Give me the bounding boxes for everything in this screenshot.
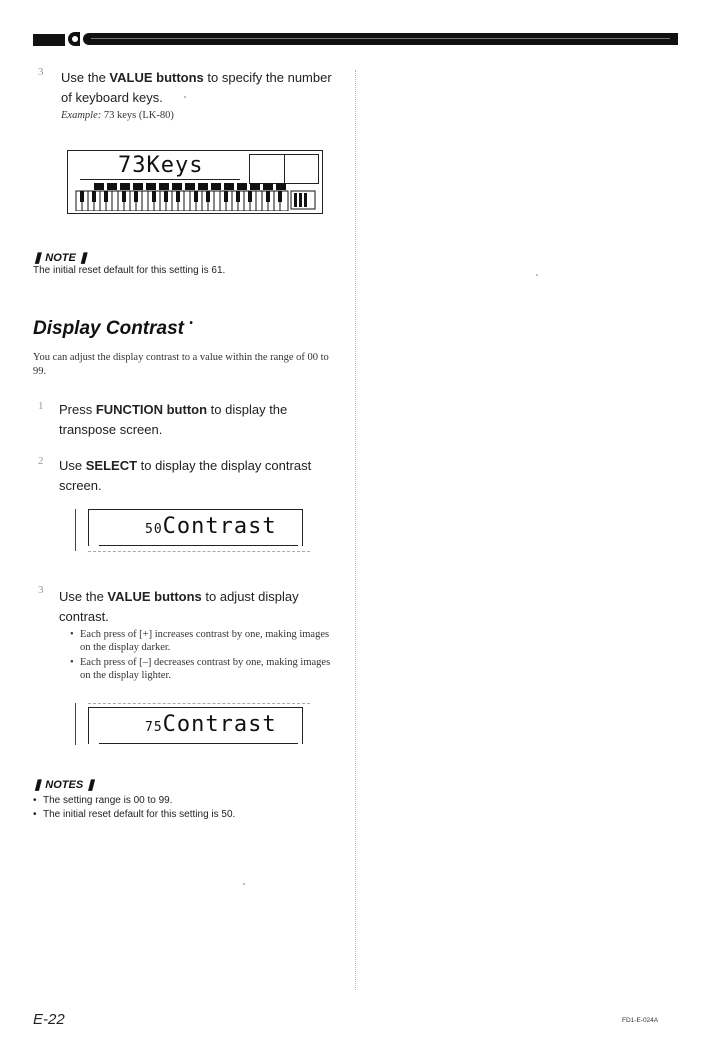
contrast-lcd-display — [88, 509, 303, 546]
list-item: • Each press of [–] decreases contrast by one, making images on the display lighter. — [70, 656, 340, 682]
list-item: • The setting range is 00 to 99. — [33, 794, 235, 808]
document-code: FD1-E-024A — [622, 1017, 659, 1024]
lcd-keys-readout: 73Keys — [118, 153, 204, 178]
notes-list — [33, 794, 235, 822]
note-text: The initial reset default for this setting is 61. — [33, 265, 226, 276]
header-rule — [83, 33, 678, 45]
column-divider — [355, 70, 356, 990]
example-text: Example: 73 keys (LK-80) — [61, 110, 174, 121]
list-item: • Each press of [+] increases contrast by one, making images on the display darker. — [70, 628, 340, 654]
lcd-contrast-readout: 50Contrast — [145, 514, 277, 539]
lcd-contrast-readout: 75Contrast — [145, 712, 277, 737]
header-block — [33, 34, 65, 46]
section-intro: You can adjust the display contrast to a value within the range of 00 to 99. — [33, 352, 329, 377]
step-number: 2 — [38, 455, 44, 467]
step-number: 1 — [38, 400, 44, 412]
contrast-bullet-list — [70, 628, 340, 684]
contrast-lcd-display — [88, 707, 303, 744]
note-heading: ❚ NOTE ❚ — [33, 252, 89, 264]
page-header-bar — [33, 32, 678, 46]
step-number: 3 — [38, 66, 44, 78]
lcd-left-edge — [75, 703, 76, 745]
keyboard-lcd-display — [67, 150, 323, 214]
step-number: 3 — [38, 584, 44, 596]
step-instruction: Press FUNCTION button to display the transpose screen. — [59, 402, 288, 437]
notes-heading: ❚ NOTES ❚ — [33, 779, 96, 791]
page-number: E-22 — [33, 1011, 65, 1028]
section-title: Display Contrast • — [33, 318, 193, 339]
lcd-left-edge — [75, 509, 76, 551]
header-tab — [68, 32, 80, 46]
list-item: • The initial reset default for this setting is 50. — [33, 808, 235, 822]
scan-speck — [243, 883, 245, 885]
step-instruction: Use SELECT to display the display contrast screen. — [59, 458, 312, 493]
scan-speck — [184, 96, 186, 98]
step-instruction: Use the VALUE buttons to specify the number of keyboard keys. — [61, 70, 332, 105]
step-instruction: Use the VALUE buttons to adjust display contrast. — [59, 589, 299, 624]
scan-speck — [536, 274, 538, 276]
keyboard-graphic — [72, 183, 318, 211]
lcd-indicator-box — [249, 154, 319, 184]
